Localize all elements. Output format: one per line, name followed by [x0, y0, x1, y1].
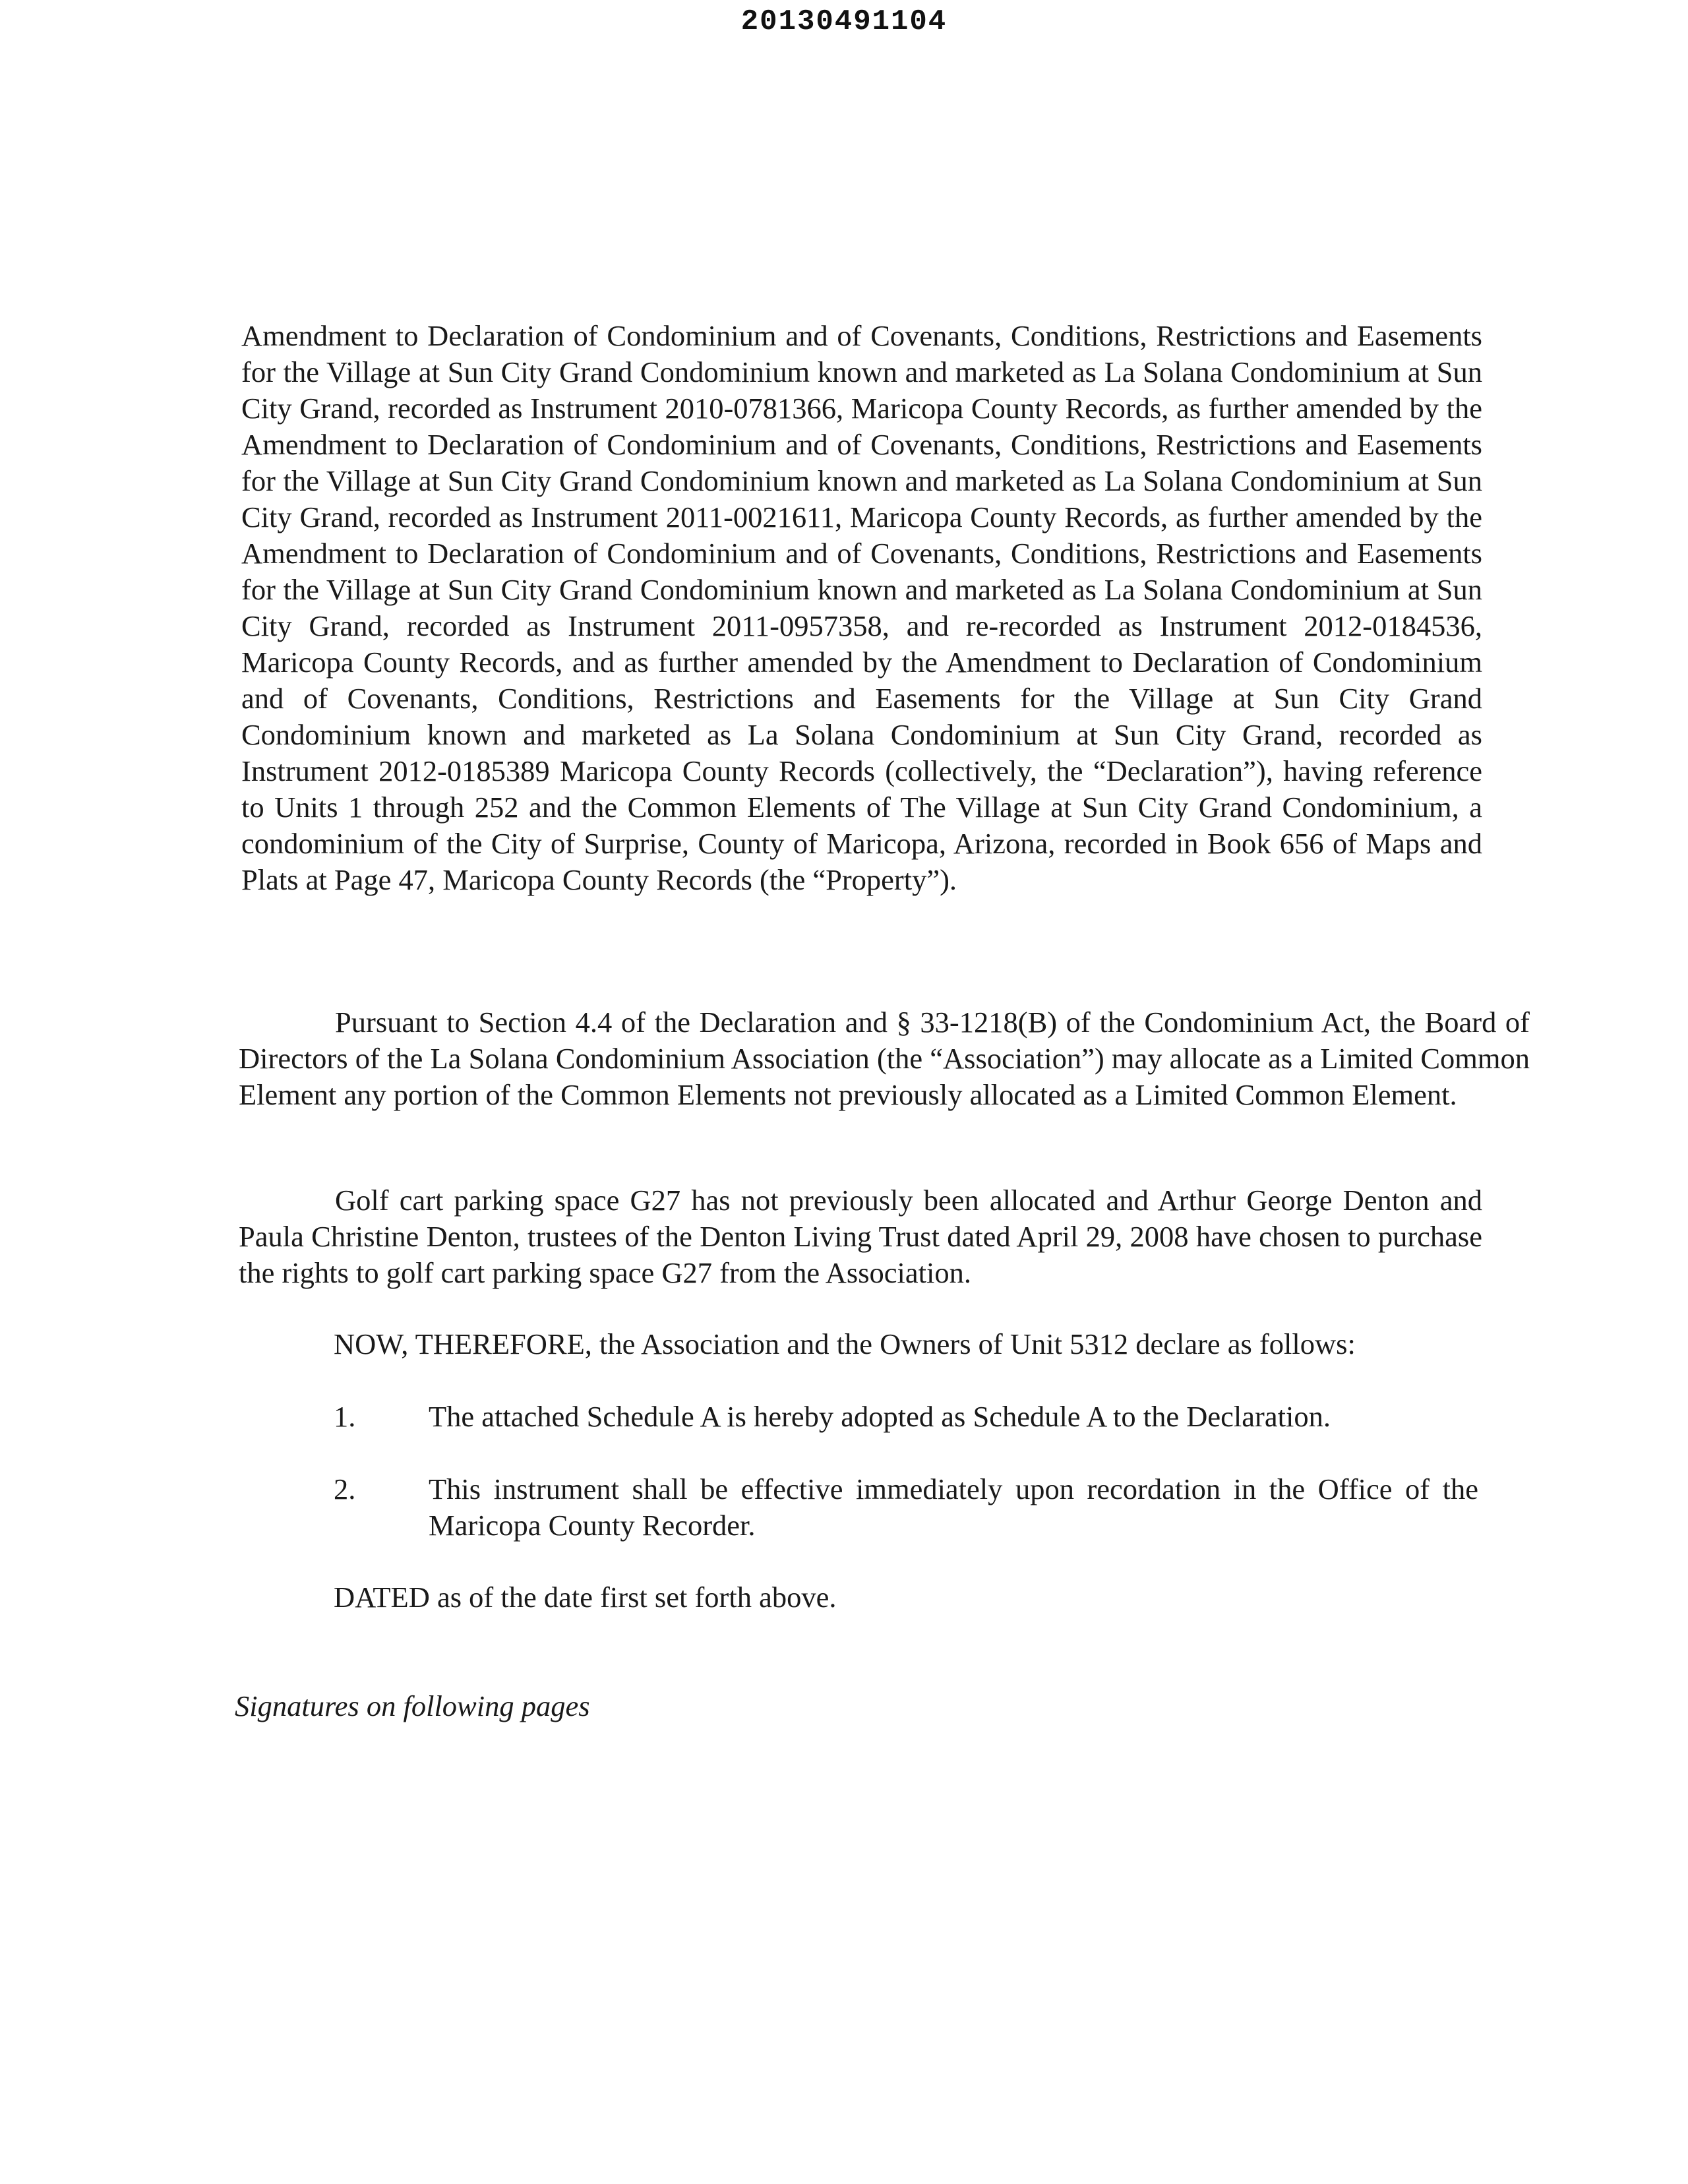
list-item-number: 1. — [334, 1400, 356, 1433]
pursuant-paragraph: Pursuant to Section 4.4 of the Declaration and § 33-1218(B) of the Condominium Act, the Board of Directors of the La Solana Condominium Association (the “Association”) may allocate as a Limited Common Element any portion of the Common Elements not previously allocated as a Limited Common Element. — [239, 1006, 1530, 1111]
list-item — [334, 1399, 1507, 1435]
signatures-note: Signatures on following pages — [235, 1689, 590, 1722]
list-item — [334, 1471, 1478, 1544]
golf-cart-paragraph: Golf cart parking space G27 has not previously been allocated and Arthur George Denton and Paula Christine Denton, trustees of the Denton Living Trust dated April 29, 2008 have chosen to purchase the rights to golf cart parking space G27 from the Association. — [239, 1184, 1482, 1289]
therefore-paragraph: NOW, THEREFORE, the Association and the Owners of Unit 5312 declare as follows: — [334, 1327, 1356, 1360]
list-item-number: 2. — [334, 1472, 356, 1505]
list-item-text: The attached Schedule A is hereby adopted as Schedule A to the Declaration. — [429, 1400, 1331, 1433]
recital-paragraph: Amendment to Declaration of Condominium and of Covenants, Conditions, Restrictions and Easements for the Village at Sun City Grand Condominium known and marketed as La Solana Condominium at Sun City Grand, recorded as Instrument 2010-0781366, Maricopa County Records, as further amended by the Amendment to Declaration of Condominium and of Covenants, Conditions, Restrictions and Easements for the Village at Sun City Grand Condominium known and marketed as La Solana Condominium at Sun City Grand, recorded as Instrument 2011-0021611, Maricopa County Records, as further amended by the Amendment to Declaration of Condominium and of Covenants, Conditions, Restrictions and Easements for the Village at Sun City Grand Condominium known and marketed as La Solana Condominium at Sun City Grand, recorded as Instrument 2011-0957358, and re-recorded as Instrument 2012-0184536, Maricopa County Records, and as further amended by the Amendment to Declaration of Condominium and of Covenants, Conditions, Restrictions and Easements for the Village at Sun City Grand Condominium known and marketed as La Solana Condominium at Sun City Grand, recorded as Instrument 2012-0185389 Maricopa County Records (collectively, the “Declaration”), having reference to Units 1 through 252 and the Common Elements of The Village at Sun City Grand Condominium, a condominium of the City of Surprise, County of Maricopa, Arizona, recorded in Book 656 of Maps and Plats at Page 47, Maricopa County Records (the “Property”). — [241, 319, 1482, 896]
list-item-text: This instrument shall be effective immediately upon recordation in the Office of the Maricopa County Recorder. — [429, 1472, 1478, 1542]
document-number: 20130491104 — [740, 5, 948, 38]
dated-line: DATED as of the date first set forth above. — [334, 1581, 837, 1614]
